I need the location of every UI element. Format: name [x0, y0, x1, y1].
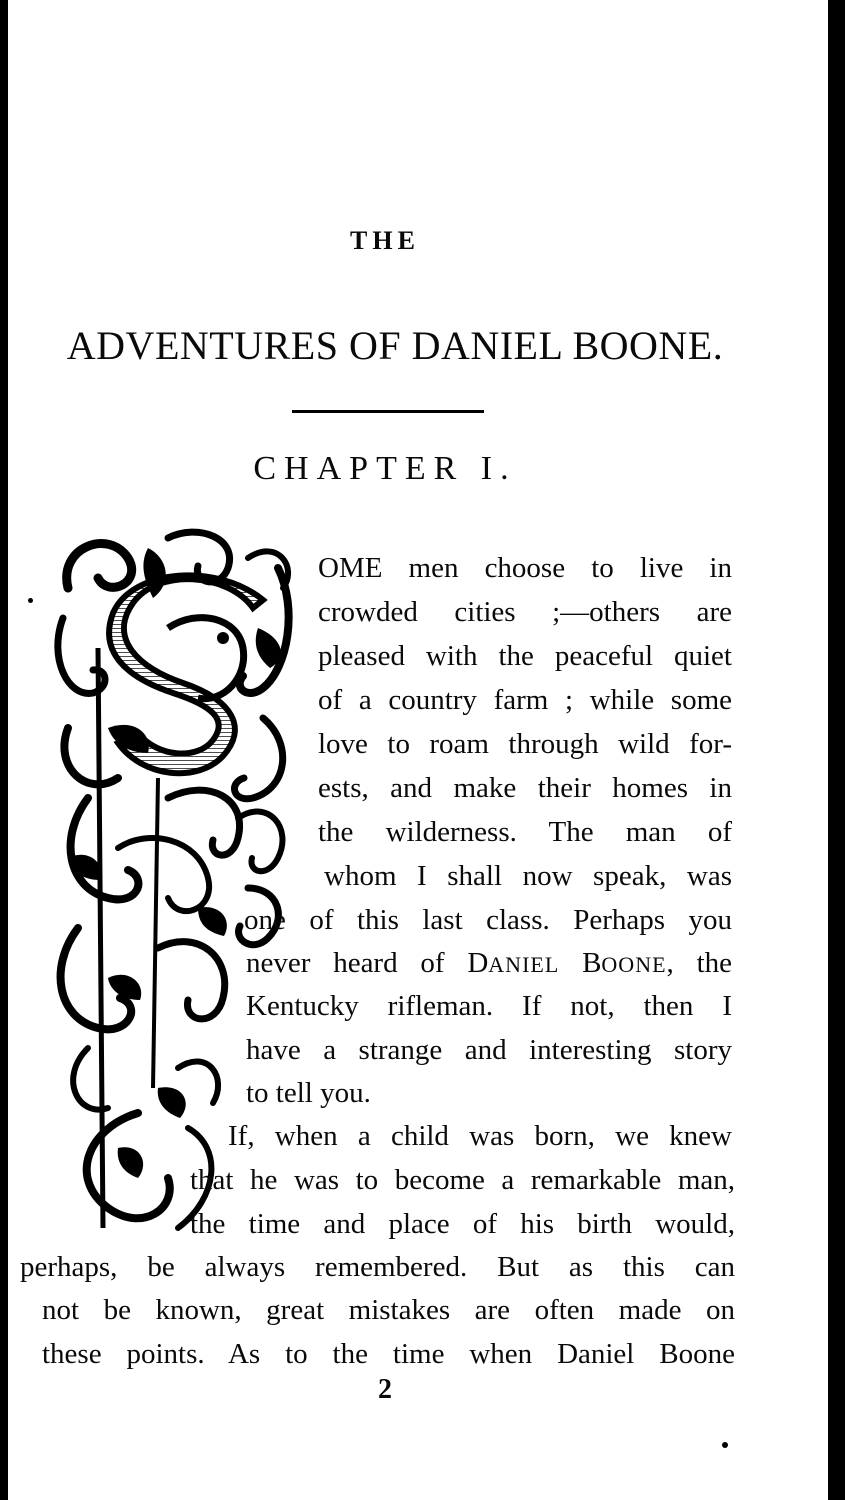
- text-line-9: one of this last class. Perhaps you: [244, 904, 732, 936]
- book-title: ADVENTURES OF DANIEL BOONE.: [66, 323, 724, 368]
- name-boone-rest: OONE: [601, 952, 667, 977]
- text-line-1: OME men choose to live in: [318, 552, 732, 584]
- text-line-7: the wilderness. The man of: [318, 816, 732, 848]
- text-line-11: Kentucky rifleman. If not, then I: [246, 990, 732, 1022]
- text-line-6: ests, and make their homes in: [318, 772, 732, 804]
- chapter-heading: CHAPTER I.: [253, 450, 517, 487]
- text-line-5: love to roam through wild for-: [318, 728, 732, 760]
- text-line-10-start: never heard of: [246, 947, 468, 979]
- ink-speck-bottom: [722, 1442, 728, 1448]
- scan-edge-left: [0, 0, 8, 1500]
- text-line-3: pleased with the peaceful quiet: [318, 640, 732, 672]
- text-line-17: perhaps, be always remembered. But as this can: [20, 1251, 735, 1283]
- text-line-13: to tell you.: [246, 1077, 371, 1109]
- text-line-10-end: , the: [666, 947, 733, 979]
- text-line-8: whom I shall now speak, was: [324, 860, 732, 892]
- name-boone-initial: B: [582, 947, 602, 979]
- text-line-4: of a country farm ; while some: [318, 684, 732, 716]
- text-line-10: [246, 945, 732, 983]
- text-line-19: these points. As to the time when Daniel Boone: [42, 1338, 735, 1370]
- text-line-16: the time and place of his birth would,: [190, 1208, 735, 1240]
- text-line-15: that he was to become a remarkable man,: [190, 1164, 735, 1196]
- title-the: THE: [350, 226, 420, 255]
- name-daniel-initial: D: [467, 947, 489, 979]
- text-line-12: have a strange and interesting story: [246, 1034, 732, 1066]
- name-daniel-rest: ANIEL: [488, 952, 560, 977]
- scan-edge-right: [828, 0, 845, 1500]
- ink-speck: [28, 598, 33, 603]
- title-rule: [292, 410, 484, 413]
- text-line-2: crowded cities ;—others are: [318, 596, 732, 628]
- text-line-18: not be known, great mistakes are often made on: [42, 1294, 735, 1326]
- text-line-14: If, when a child was born, we knew: [228, 1120, 732, 1152]
- page-number: 2: [378, 1374, 392, 1405]
